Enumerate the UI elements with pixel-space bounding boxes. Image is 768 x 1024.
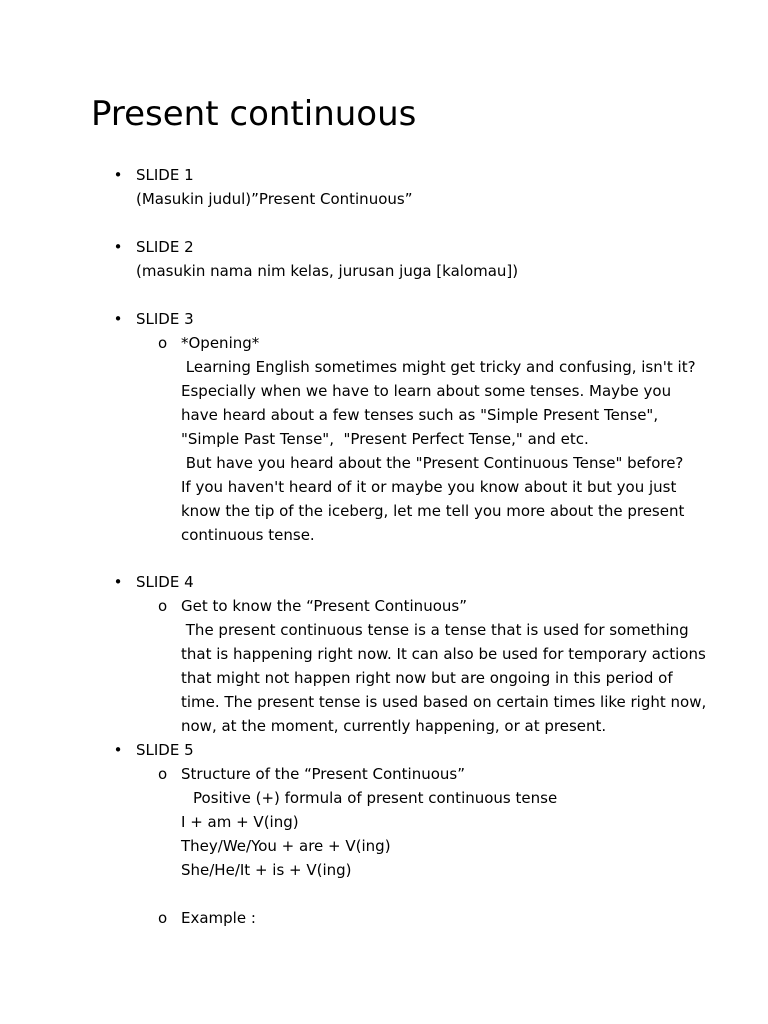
paragraph-line: have heard about a few tenses such as "Simple Present Tense",	[181, 406, 659, 424]
slide-note: (Masukin judul)”Present Continuous”	[136, 190, 413, 208]
slide-label: SLIDE 2	[136, 238, 194, 256]
paragraph-line: The present continuous tense is a tense that is used for something	[181, 621, 689, 639]
bullet-icon: •	[113, 573, 123, 591]
sub-item-example	[158, 906, 701, 930]
sub-item-structure	[158, 762, 701, 882]
sub-bullet-icon: o	[158, 909, 168, 927]
slide-note: (masukin nama nim kelas, jurusan juga [kalomau])	[136, 262, 519, 280]
list-item-slide-1	[113, 163, 736, 211]
sub-item-heading: Structure of the “Present Continuous”	[181, 765, 466, 783]
formula-line: Positive (+) formula of present continuous tense	[193, 789, 558, 807]
bullet-icon: •	[113, 238, 123, 256]
sub-item-opening	[158, 331, 701, 547]
slide-label: SLIDE 5	[136, 741, 194, 759]
bullet-icon: •	[113, 741, 123, 759]
formula-line: She/He/It + is + V(ing)	[181, 861, 352, 879]
sub-item-heading: Example :	[181, 909, 256, 927]
slide-label: SLIDE 3	[136, 310, 194, 328]
list-item-slide-5	[113, 738, 736, 762]
formula-line: I + am + V(ing)	[181, 813, 299, 831]
paragraph-line: now, at the moment, currently happening, or at present.	[181, 717, 607, 735]
sub-item-heading: Get to know the “Present Continuous”	[181, 597, 467, 615]
bullet-icon: •	[113, 310, 123, 328]
sub-bullet-icon: o	[158, 597, 168, 615]
sub-bullet-icon: o	[158, 765, 168, 783]
paragraph-line: If you haven't heard of it or maybe you know about it but you just	[181, 478, 677, 496]
list-item-slide-3	[113, 307, 736, 331]
bullet-icon: •	[113, 166, 123, 184]
paragraph-line: that might not happen right now but are ongoing in this period of	[181, 669, 673, 687]
paragraph-line: But have you heard about the "Present Continuous Tense" before?	[181, 454, 684, 472]
paragraph-line: Especially when we have to learn about some tenses. Maybe you	[181, 382, 672, 400]
formula-line: They/We/You + are + V(ing)	[181, 837, 391, 855]
paragraph-line: time. The present tense is used based on certain times like right now,	[181, 693, 707, 711]
sub-item-get-to-know	[158, 594, 707, 738]
list-item-slide-2	[113, 235, 736, 283]
slide-label: SLIDE 4	[136, 573, 194, 591]
paragraph-line: know the tip of the iceberg, let me tell you more about the present	[181, 502, 685, 520]
paragraph-line: continuous tense.	[181, 526, 315, 544]
paragraph-line: Learning English sometimes might get tricky and confusing, isn't it?	[181, 358, 696, 376]
paragraph-line: that is happening right now. It can also be used for temporary actions	[181, 645, 706, 663]
sub-bullet-icon: o	[158, 334, 168, 352]
list-item-slide-4	[113, 570, 736, 594]
page-title: Present continuous	[91, 94, 417, 134]
sub-item-heading: *Opening*	[181, 334, 260, 352]
paragraph-line: "Simple Past Tense", "Present Perfect Tense," and etc.	[181, 430, 589, 448]
slide-label: SLIDE 1	[136, 166, 194, 184]
